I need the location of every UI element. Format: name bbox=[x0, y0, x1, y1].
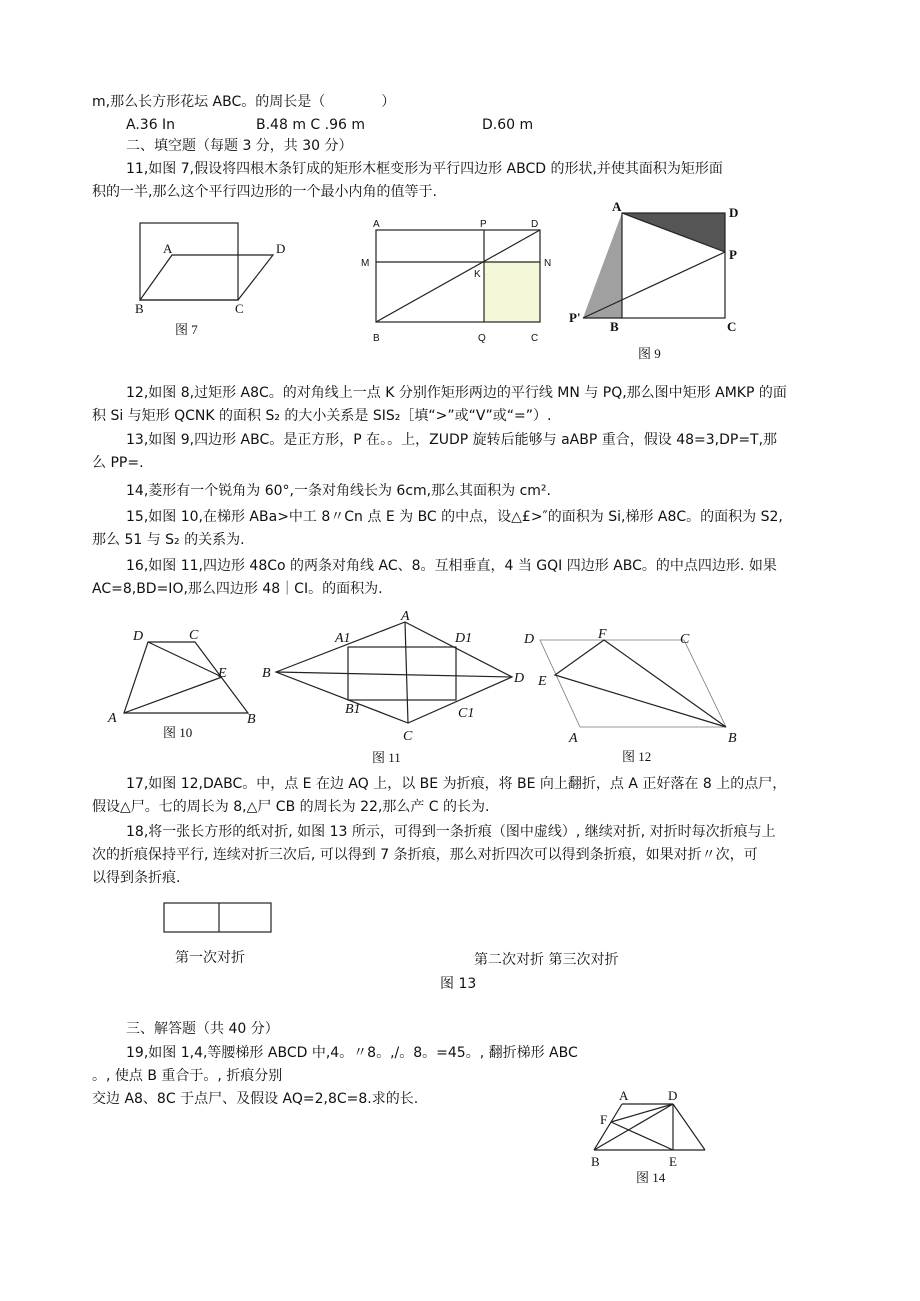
svg-text:A: A bbox=[163, 241, 173, 256]
svg-text:Q: Q bbox=[478, 333, 486, 344]
question-16: 16,如图 11,四边形 48Co 的两条对角线 AC、8。互相垂直，4 当 GQI 四边形 ABC。的中点四边形. 如果 bbox=[126, 558, 777, 574]
svg-text:C: C bbox=[189, 628, 199, 643]
svg-text:A: A bbox=[401, 609, 410, 624]
fig13-sub2: 第二次对折 第三次对折 bbox=[474, 952, 619, 968]
text-line: 那么 51 与 S₂ 的关系为. bbox=[92, 532, 245, 548]
svg-text:图 11: 图 11 bbox=[372, 750, 401, 765]
text-line: m,那么长方形花坛 ABC。的周长是（ ） bbox=[92, 94, 396, 110]
svg-text:图 9: 图 9 bbox=[638, 346, 661, 361]
svg-text:M: M bbox=[361, 258, 370, 269]
svg-text:A: A bbox=[612, 199, 622, 214]
question-18: 18,将一张长方形的纸对折, 如图 13 所示，可得到一条折痕（图中虚线）, 继续对折, 对折时每次折痕与上 bbox=[126, 824, 776, 840]
svg-text:B: B bbox=[591, 1154, 600, 1169]
svg-text:D1: D1 bbox=[455, 631, 473, 646]
svg-text:P: P bbox=[729, 247, 737, 262]
question-14: 14,菱形有一个锐角为 60°,一条对角线长为 6cm,那么其面积为 cm². bbox=[126, 483, 551, 499]
question-15: 15,如图 10,在梯形 ABa>中工 8〃Cn 点 E 为 BC 的中点，设△£>″的面积为 Si,梯形 A8C。的面积为 S2, bbox=[126, 509, 783, 525]
svg-text:D: D bbox=[514, 671, 525, 686]
svg-text:D: D bbox=[133, 629, 144, 644]
text-line: 以得到条折痕. bbox=[92, 870, 181, 886]
svg-text:C: C bbox=[680, 632, 690, 647]
text-line: 假设△尸。七的周长为 8,△尸 CB 的周长为 22,那么产 C 的长为. bbox=[92, 799, 490, 815]
svg-text:C1: C1 bbox=[458, 706, 475, 721]
svg-text:D: D bbox=[524, 632, 535, 647]
svg-text:B: B bbox=[135, 301, 144, 316]
svg-text:D: D bbox=[531, 219, 539, 230]
svg-text:E: E bbox=[538, 674, 547, 689]
option-bc: B.48 m C .96 m bbox=[256, 117, 365, 133]
figure-9 bbox=[569, 199, 738, 361]
question-12: 12,如图 8,过矩形 A8C。的对角线上一点 K 分别作矩形两边的平行线 MN 与 PQ,那么图中矩形 AMKP 的面 bbox=[126, 385, 787, 401]
svg-text:图 12: 图 12 bbox=[622, 749, 652, 764]
svg-text:A: A bbox=[569, 731, 578, 746]
text-line: 次的折痕保持平行, 连续对折三次后, 可以得到 7 条折痕，那么对折四次可以得到条折痕，如果对折〃次，可 bbox=[92, 847, 758, 863]
svg-text:A: A bbox=[373, 219, 380, 230]
svg-text:D: D bbox=[729, 205, 739, 220]
figure-14 bbox=[591, 1088, 705, 1185]
svg-text:B: B bbox=[728, 731, 737, 746]
svg-text:B1: B1 bbox=[345, 702, 361, 717]
figure-11 bbox=[262, 609, 524, 765]
svg-text:图 7: 图 7 bbox=[175, 322, 198, 337]
question-13: 13,如图 9,四边形 ABC。是正方形，P 在。。上，ZUDP 旋转后能够与 aABP 重合，假设 48=3,DP=T,那 bbox=[126, 432, 778, 448]
svg-text:D: D bbox=[668, 1088, 678, 1103]
figure-8 bbox=[361, 219, 551, 344]
svg-text:K: K bbox=[474, 269, 481, 280]
section-heading: 二、填空题（每题 3 分，共 30 分） bbox=[126, 138, 353, 154]
text-line: AC=8,BD=IO,那么四边形 48｜CI。的面积为. bbox=[92, 581, 383, 597]
svg-text:A: A bbox=[108, 711, 117, 726]
text-line: 。, 使点 B 重合于。, 折痕分别 bbox=[92, 1068, 283, 1084]
svg-text:C: C bbox=[531, 333, 539, 344]
svg-text:E: E bbox=[218, 666, 227, 681]
svg-text:C: C bbox=[403, 729, 413, 744]
question-11: 11,如图 7,假设将四根木条钉成的矩形木框变形为平行四边形 ABCD 的形状,并使其面积为矩形面 bbox=[126, 161, 723, 177]
svg-text:C: C bbox=[235, 301, 244, 316]
text-line: 积的一半,那么这个平行四边形的一个最小内角的值等于. bbox=[92, 184, 437, 200]
option-a: A.36 In bbox=[126, 117, 176, 133]
svg-text:A1: A1 bbox=[335, 631, 351, 646]
text-line: 积 Si 与矩形 QCNK 的面积 S₂ 的大小关系是 SIS₂［填“>”或“V”或“=”）. bbox=[92, 408, 552, 424]
svg-text:N: N bbox=[544, 258, 552, 269]
svg-text:B: B bbox=[373, 333, 380, 344]
svg-text:B: B bbox=[262, 666, 271, 681]
svg-text:F: F bbox=[600, 1112, 608, 1127]
figure-10 bbox=[107, 628, 256, 740]
svg-text:B: B bbox=[247, 712, 256, 727]
svg-text:F: F bbox=[598, 627, 607, 642]
svg-text:E: E bbox=[669, 1154, 677, 1169]
figure-13 bbox=[164, 903, 271, 932]
figure-12 bbox=[523, 627, 737, 764]
fig13-caption: 图 13 bbox=[440, 976, 477, 992]
section-heading: 三、解答题（共 40 分） bbox=[126, 1021, 279, 1037]
question-19: 19,如图 1,4,等腰梯形 ABCD 中,4。〃8。,/。8。=45。, 翻折梯形 ABC bbox=[126, 1045, 578, 1061]
option-d: D.60 m bbox=[482, 117, 534, 133]
text-line: 么 PP=. bbox=[92, 455, 144, 471]
svg-text:B: B bbox=[610, 319, 619, 334]
svg-text:P': P' bbox=[569, 310, 581, 325]
svg-text:D: D bbox=[276, 241, 286, 256]
fig13-sub1: 第一次对折 bbox=[175, 950, 245, 966]
svg-text:P: P bbox=[480, 219, 487, 230]
svg-text:A: A bbox=[619, 1088, 629, 1103]
figure-7 bbox=[135, 223, 285, 337]
text-line: 交边 A8、8C 于点尸、及假设 AQ=2,8C=8.求的长. bbox=[92, 1091, 419, 1107]
question-17: 17,如图 12,DABC。中，点 E 在边 AQ 上，以 BE 为折痕，将 BE 向上翻折，点 A 正好落在 8 上的点尸， bbox=[126, 776, 787, 792]
svg-text:图 10: 图 10 bbox=[163, 725, 193, 740]
svg-text:图 14: 图 14 bbox=[636, 1170, 666, 1185]
svg-text:C: C bbox=[727, 319, 737, 334]
